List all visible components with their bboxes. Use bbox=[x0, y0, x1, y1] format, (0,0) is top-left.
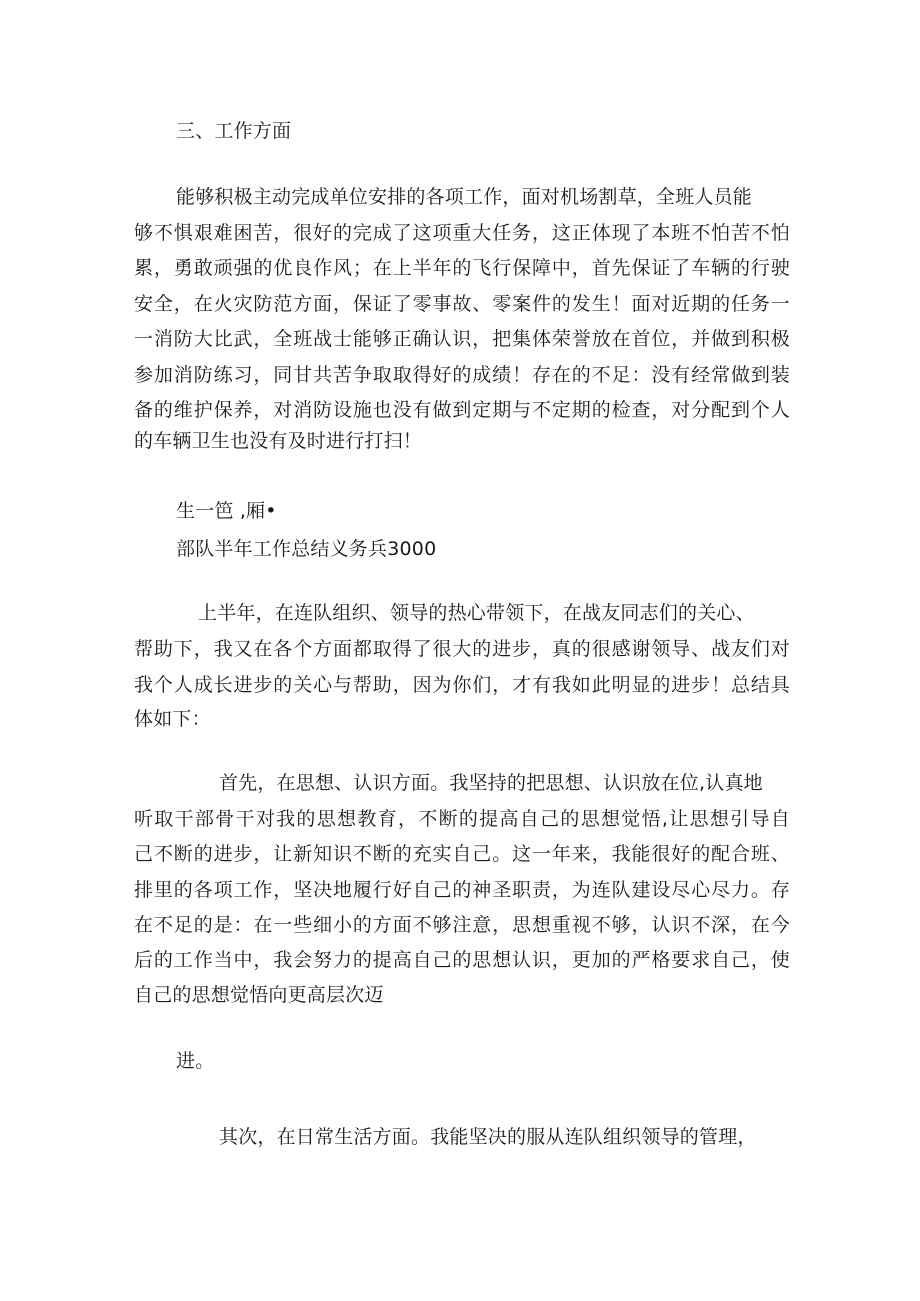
para3-line-4: 排里的各项工作，坚决地履行好自己的神圣职责，为连队建设尽心尽力。存 bbox=[134, 879, 790, 901]
para3-line-6: 后的工作当中，我会努力的提高自己的思想认识，更加的严格要求自己，使 bbox=[134, 949, 790, 971]
para1-line-3: 累，勇敢顽强的优良作风；在上半年的飞行保障中，首先保证了车辆的行驶 bbox=[134, 257, 790, 279]
para1-line-7: 备的维护保养，对消防设施也没有做到定期与不定期的检查，对分配到个人 bbox=[134, 399, 790, 421]
garbled-line: 生一笆 ,厢• bbox=[176, 500, 277, 522]
para2-line-4: 体如下： bbox=[134, 708, 211, 730]
para2-line-3: 我个人成长进步的关心与帮助，因为你们，才有我如此明显的进步！总结具 bbox=[134, 674, 790, 696]
document-title: 部队半年工作总结义务兵3000 bbox=[176, 538, 437, 560]
para2-line-2: 帮助下，我又在各个方面都取得了很大的进步，真的很感谢领导、战友们对 bbox=[134, 638, 790, 660]
para1-line-6: 参加消防练习，同甘共苦争取取得好的成绩！存在的不足：没有经常做到装 bbox=[134, 364, 790, 386]
para1-line-5: 一消防大比武，全班战士能够正确认识，把集体荣誉放在首位，并做到积极 bbox=[134, 328, 790, 350]
para1-line-4: 安全，在火灾防范方面，保证了零事故、零案件的发生！面对近期的任务一 bbox=[134, 293, 790, 315]
para1-line-8: 的车辆卫生也没有及时进行打扫！ bbox=[134, 430, 423, 452]
para3-continuation: 进。 bbox=[176, 1050, 215, 1072]
section-heading: 三、工作方面 bbox=[176, 120, 292, 142]
para3-line-2: 听取干部骨干对我的思想教育，不断的提高自己的思想觉悟,让思想引导自 bbox=[134, 808, 790, 830]
para3-line-5: 在不足的是：在一些细小的方面不够注意，思想重视不够，认识不深，在今 bbox=[134, 914, 790, 936]
para3-line-7: 自己的思想觉悟向更高层次迈 bbox=[134, 984, 384, 1006]
para1-line-2: 够不惧艰难困苦，很好的完成了这项重大任务，这正体现了本班不怕苦不怕 bbox=[134, 222, 790, 244]
para3-line-3: 己不断的进步，让新知识不断的充实自己。这一年来，我能很好的配合班、 bbox=[134, 843, 790, 865]
para4-line-1: 其次，在日常生活方面。我能坚决的服从连队组织领导的管理， bbox=[219, 1126, 757, 1148]
para2-line-1: 上半年，在连队组织、领导的热心带领下，在战友同志们的关心、 bbox=[198, 602, 755, 624]
para3-line-1: 首先，在思想、认识方面。我坚持的把思想、认识放在位,认真地 bbox=[219, 772, 763, 794]
para1-line-1: 能够积极主动完成单位安排的各项工作，面对机场割草，全班人员能 bbox=[176, 186, 753, 208]
